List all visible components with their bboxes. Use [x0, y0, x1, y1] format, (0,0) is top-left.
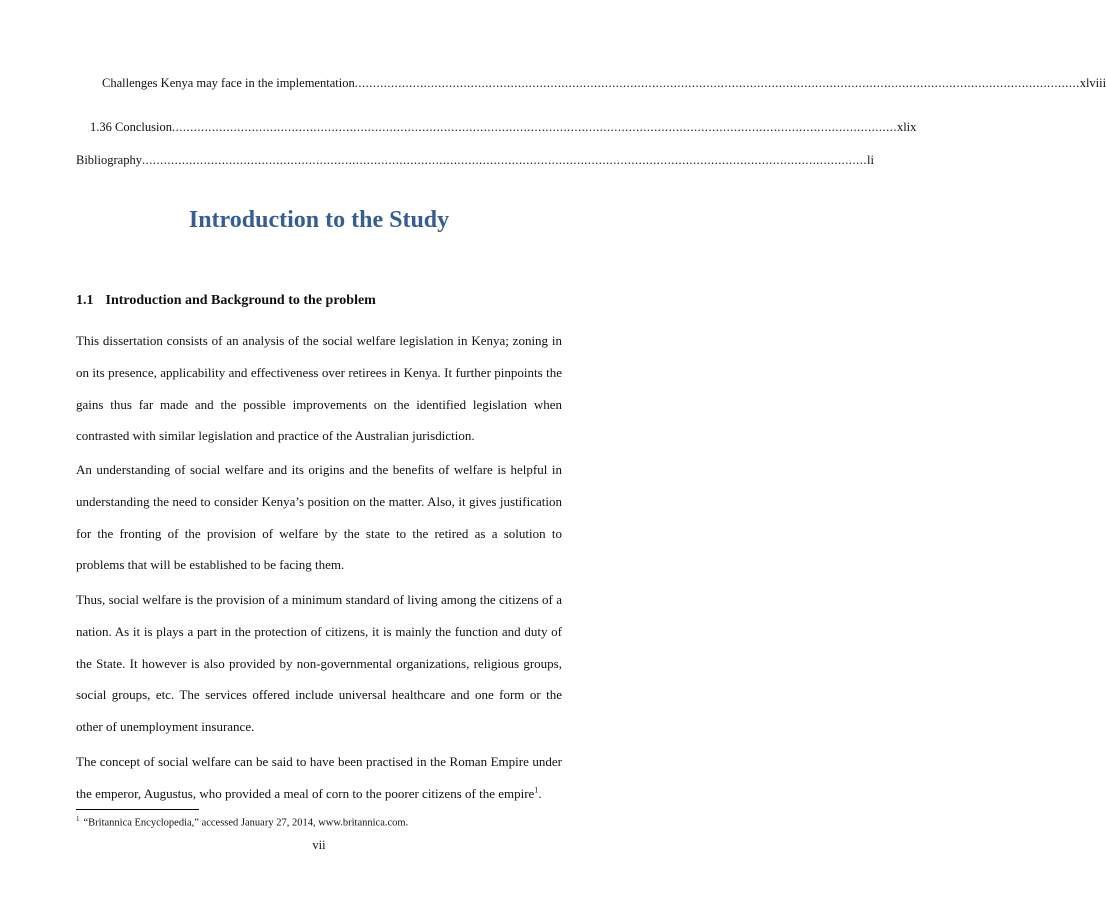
footnote-reference[interactable]: 1	[534, 785, 539, 795]
section-number: 1.1	[76, 293, 94, 308]
chapter-title: Introduction to the Study	[188, 207, 450, 233]
toc-entry-page: xlviii	[1079, 76, 1106, 90]
toc-entry-challenges	[102, 74, 1106, 92]
paragraph-end-punctuation: .	[538, 785, 542, 801]
toc-dot-leader: ........................................................................................................................................................................................................	[171, 120, 897, 134]
toc-entry-text: Bibliography	[76, 153, 142, 167]
toc-entry-text: Challenges Kenya may face in the implementation	[102, 76, 355, 90]
toc-entry-text: 1.36 Conclusion	[90, 120, 172, 134]
toc-dot-leader: ........................................................................................................................................................................................................	[354, 76, 1080, 90]
footnote-separator	[76, 809, 199, 810]
section-heading	[76, 293, 376, 309]
footnote-text: “Britannica Encyclopedia,” accessed January 27, 2014, www.britannica.com.	[83, 817, 409, 829]
footnote	[76, 812, 408, 831]
body-paragraph: An understanding of social welfare and its origins and the benefits of welfare is helpful in understanding the need to consider Kenya’s position on the matter. Also, it gives justification for the fronting of the provision of welfare by the state to the retired as a solution to problems that will be established to be facing them.	[76, 462, 562, 573]
toc-entry-page: xlix	[896, 120, 917, 134]
body-paragraph	[76, 746, 562, 810]
body-paragraph: This dissertation consists of an analysis of the social welfare legislation in Kenya; zoning in on its presence, applicability and effectiveness over retirees in Kenya. It further pinpoints the gains thus far made and the possible improvements on the identified legislation when contrasted with similar legislation and practice of the Australian jurisdiction.	[76, 333, 562, 444]
toc-entry-page: li	[866, 153, 874, 167]
toc-entry-bibliography	[76, 151, 874, 169]
body-paragraph: Thus, social welfare is the provision of a minimum standard of living among the citizens of a nation. As it is plays a part in the protection of citizens, it is mainly the function and duty of the State. It however is also provided by non-governmental organizations, religious groups, social groups, etc. The services offered include universal healthcare and one form or the other of unemployment insurance.	[76, 592, 562, 735]
toc-dot-leader: ........................................................................................................................................................................................................	[141, 153, 867, 167]
toc-entry-conclusion	[90, 118, 917, 136]
footnote-marker: 1	[76, 815, 80, 823]
page-number: vii	[312, 838, 326, 852]
body-paragraph-text: The concept of social welfare can be said to have been practised in the Roman Empire under the emperor, Augustus, who provided a meal of corn to the poorer citizens of the empire	[76, 754, 562, 801]
section-title: Introduction and Background to the problem	[105, 293, 376, 308]
